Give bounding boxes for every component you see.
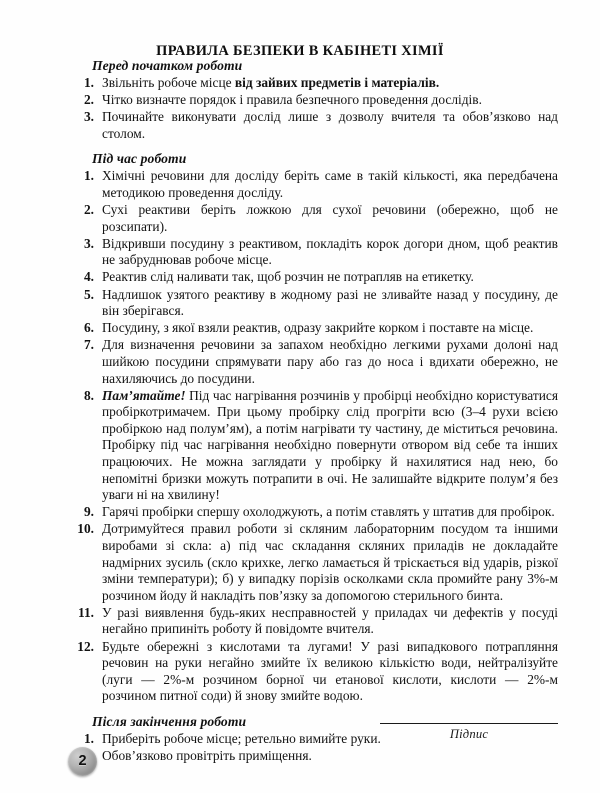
rule-text: Будьте обережні з кислотами та лугами! У разі випадкового потрапляння речовин на руки негайно змийте їх великою кількістю води, нейтралізуйте (луги — 2%-м розчином борної чи етанової кислоти, кислоти — 2%-м розчином питної соди) й знову змийте водою.	[102, 638, 558, 704]
rule-number: 2.	[83, 202, 94, 218]
rule-item	[72, 202, 558, 235]
rule-item	[72, 639, 558, 705]
rule-text: Надлишок узятого реактиву в жодному разі не зливайте назад у посудину, де він зберігався.	[102, 286, 558, 319]
rule-text: Посудину, з якої взяли реактив, одразу закрийте корком і поставте на місце.	[102, 320, 534, 336]
rule-number: 3.	[83, 235, 94, 251]
rule-text: Хімічні речовини для досліду беріть саме в такій кількості, яка передбачена методикою проведення досліду.	[102, 168, 558, 200]
rule-item	[72, 605, 558, 638]
rule-number: 1.	[83, 730, 94, 746]
rule-number: 12.	[77, 638, 94, 654]
signature-label: Підпис	[449, 727, 489, 741]
rule-number: 4.	[83, 269, 94, 285]
rule-text: Сухі реактиви беріть ложкою для сухої речовини (обережно, щоб не розсипати).	[102, 202, 558, 234]
rule-item	[72, 92, 558, 109]
rule-text: Для визначення речовини за запахом необхідно легкими рухами долоні над шийкою посудини спрямувати пару або газ до носа і вдихати обережно, не нахиляючись до посудини.	[102, 337, 558, 386]
signature-line	[380, 723, 558, 724]
section-heading: Після закінчення роботи	[92, 713, 247, 729]
page-title: ПРАВИЛА БЕЗПЕКИ В КАБІНЕТІ ХІМІЇ	[156, 42, 444, 59]
rule-item	[72, 236, 558, 269]
rule-text: Чітко визначте порядок і правила безпечного проведення дослідів.	[102, 92, 482, 108]
rule-text: Гарячі пробірки спершу охолоджують, а потім ставлять у штатив для пробірок.	[102, 504, 555, 520]
rule-text: У разі виявлення будь-яких несправностей у приладах чи дефектів у посуді негайно припиніть роботу й повідомте вчителя.	[102, 604, 558, 637]
rule-number: 10.	[77, 521, 94, 537]
rule-item	[72, 388, 558, 504]
rule-item	[72, 109, 558, 142]
rule-text: Обов’язково провітріть приміщення.	[102, 747, 312, 763]
rule-number: 1.	[83, 168, 94, 184]
rule-number: 8.	[83, 387, 94, 403]
document-body	[72, 58, 558, 765]
rule-item	[72, 748, 558, 765]
rule-item	[72, 168, 558, 201]
rules-section	[72, 151, 558, 705]
rule-number: 6.	[83, 320, 94, 336]
rules-list	[72, 168, 558, 705]
rule-text: Звільніть робоче місце від зайвих предметів і матеріалів.	[102, 75, 440, 90]
rule-number: 7.	[83, 337, 94, 353]
rule-number: 5.	[83, 286, 94, 302]
rule-number: 1.	[83, 75, 94, 90]
rule-text: Починайте виконувати дослід лише з дозволу вчителя та обов’язково над столом.	[102, 109, 558, 141]
rule-item	[72, 287, 558, 320]
rules-list	[72, 75, 558, 142]
signature-zone	[380, 723, 558, 742]
rule-item	[72, 337, 558, 387]
rule-number: 3.	[83, 109, 94, 125]
rule-item	[72, 269, 558, 286]
rule-number: 9.	[83, 504, 94, 520]
rule-number: 11.	[78, 604, 94, 620]
rule-text: Реактив слід наливати так, щоб розчин не потрапляв на етикетку.	[102, 269, 474, 285]
rule-item	[72, 521, 558, 604]
rule-text: Відкривши посудину з реактивом, покладіть корок догори дном, щоб реактив не забруднював робоче місце.	[102, 235, 558, 268]
rule-item	[72, 320, 558, 337]
rule-number: 2.	[83, 92, 94, 108]
rule-text: Приберіть робоче місце; ретельно вимийте руки.	[102, 730, 381, 746]
rule-text: Пам’ятайте! Під час нагрівання розчинів у пробірці необхідно користуватися пробіркотримачем. При цьому пробірку слід прогріти всю (3–4 рухи всією пробіркою над полум’ям), а потім нагрівати ту частину, де міститься речовина. Пробірку під час нагрівання необхідно повернути отвором від себе та інших працюючих. Не можна заглядати у пробірку й нахилятися над нею, бо непомітні бризки можуть потрапити в очі. Не залишайте відкрите полум’я без уваги ні на хвилину!	[102, 387, 558, 503]
rules-section	[72, 58, 558, 142]
rule-item	[72, 75, 558, 92]
rule-text: Дотримуйтеся правил роботи зі скляним лабораторним посудом та іншими виробами зі скла: а) під час складання скляних приладів не докладайте надмірних зусиль (скло крихке, легко ламається й тріскається від ударів, різкої зміни температури); б) у випадку порізів осколками скла промийте рану 3%-м розчином йоду й накладіть пов’язку за допомогою стерильного бинта.	[102, 521, 558, 603]
section-heading: Під час роботи	[92, 151, 187, 167]
page-number-badge	[68, 747, 97, 776]
page-number-text: 2	[78, 753, 87, 770]
section-heading: Перед початком роботи	[92, 58, 243, 73]
rule-item	[72, 504, 558, 521]
